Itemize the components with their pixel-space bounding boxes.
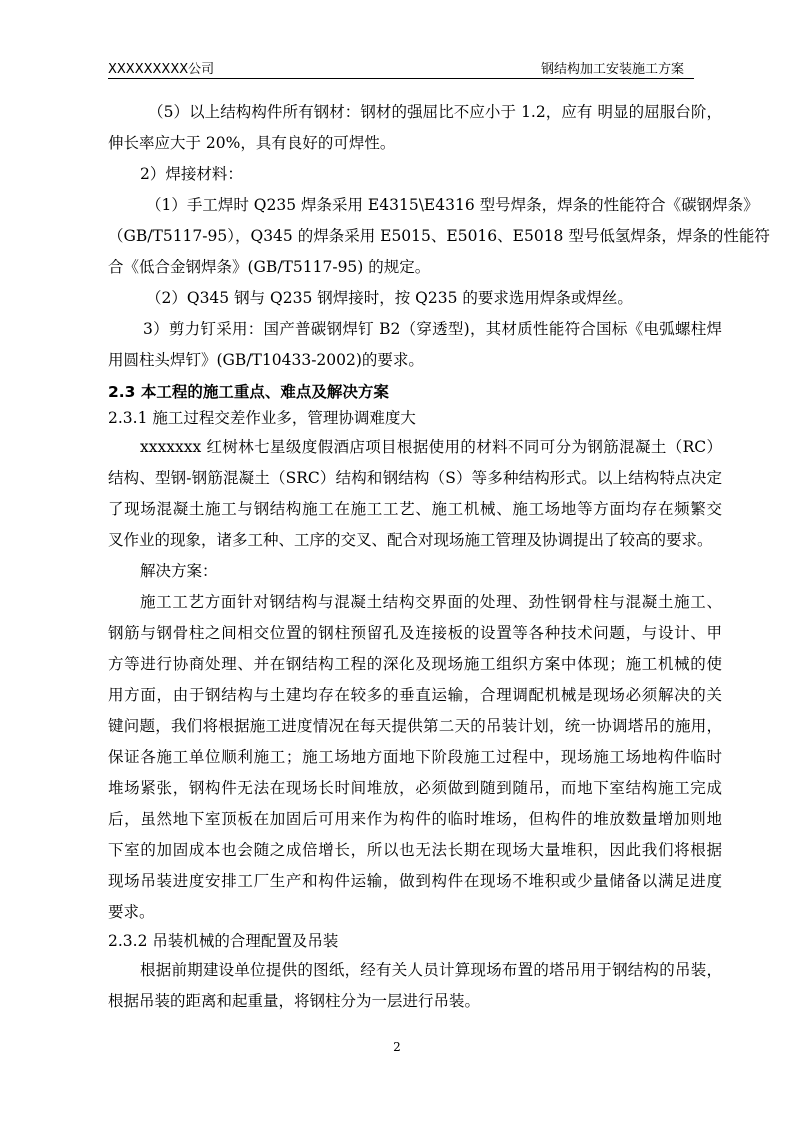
text-line: 根据吊装的距离和起重量，将钢柱分为一层进行吊装。 [108, 992, 481, 1010]
paragraph-steel-material [108, 97, 722, 159]
paragraph-crane-config [108, 955, 722, 1017]
text-line: 现场吊装进度安排工厂生产和构件运输，做到构件在现场不堆积或少量储备以满足进度 [108, 872, 722, 890]
paragraph-solution-detail [108, 587, 722, 928]
page-header [108, 56, 694, 79]
text-line: 方等进行协商处理、并在钢结构工程的深化及现场施工组织方案中体现；施工机械的使 [108, 655, 722, 673]
paragraph-welding-rods [108, 190, 770, 283]
text-line: 用圆柱头焊钉》(GB/T10433-2002)的要求。 [108, 351, 424, 369]
page-number: 2 [393, 1040, 401, 1054]
text-line: 下室的加固成本也会随之成倍增长，所以也无法长期在现场大量堆积，因此我们将根据 [108, 841, 722, 859]
text-line: 保证各施工单位顺利施工；施工场地方面地下阶段施工过程中，现场施工场地构件临时 [108, 748, 722, 766]
text-line: 叉作业的现象，诸多工种、工序的交叉、配合对现场施工管理及协调提出了较高的要求。 [108, 531, 713, 549]
paragraph-solution-label: 解决方案： [140, 562, 218, 580]
text-line: 伸长率应大于 20%，具有良好的可焊性。 [108, 134, 396, 152]
section-heading-2-3-2: 2.3.2 吊装机械的合理配置及吊装 [108, 932, 339, 950]
text-line: （5）以上结构构件所有钢材：钢材的强屈比不应小于 1.2，应有 明显的屈服台阶， [148, 103, 722, 121]
company-name: XXXXXXXXX公司 [108, 62, 215, 77]
document-title: 钢结构加工安装施工方案 [540, 62, 684, 77]
section-heading-2-3-1: 2.3.1 施工过程交差作业多，管理协调难度大 [108, 409, 416, 427]
text-line: 要求。 [108, 903, 155, 921]
text-line: 结构、型钢-钢筋混凝土（SRC）结构和钢结构（S）等多种结构形式。以上结构特点决定 [108, 469, 722, 487]
section-heading-2-3: 2.3 本工程的施工重点、难点及解决方案 [108, 383, 389, 401]
text-line: 根据前期建设单位提供的图纸，经有关人员计算现场布置的塔吊用于钢结构的吊装， [140, 961, 722, 979]
page-body [108, 97, 770, 1017]
text-line: 合《低合金钢焊条》(GB/T5117-95) 的规定。 [108, 258, 431, 276]
text-line: 用方面，由于钢结构与土建均存在较多的垂直运输，合理调配机械是现场必须解决的关 [108, 686, 722, 704]
text-line: （1）手工焊时 Q235 焊条采用 E4315\E4316 型号焊条，焊条的性能符合《碳钢焊条》 [146, 196, 759, 214]
text-line: 钢筋与钢骨柱之间相交位置的钢柱预留孔及连接板的设置等各种技术问题，与设计、甲 [108, 624, 722, 642]
text-line: 后，虽然地下室顶板在加固后可用来作为构件的临时堆场，但构件的堆放数量增加则地 [108, 810, 722, 828]
paragraph-welding-heading: 2）焊接材料： [140, 165, 243, 183]
paragraph-project-structure [108, 432, 722, 556]
text-line: xxxxxxx 红树林七星级度假酒店项目根据使用的材料不同可分为钢筋混凝土（RC） [140, 438, 722, 456]
text-line: 键问题，我们将根据施工进度情况在每天提供第二天的吊装计划，统一协调塔吊的施用， [108, 717, 722, 735]
text-line: （GB/T5117-95），Q345 的焊条采用 E5015、E5016、E5018 型号低氢焊条，焊条的性能符 [108, 227, 770, 245]
paragraph-shear-studs [108, 314, 722, 376]
text-line: 了现场混凝土施工与钢结构施工在施工工艺、施工机械、施工场地等方面均存在频繁交 [108, 500, 722, 518]
paragraph-q345-q235: （2）Q345 钢与 Q235 钢焊接时，按 Q235 的要求选用焊条或焊丝。 [146, 289, 633, 307]
text-line: 3）剪力钉采用：国产普碳钢焊钉 B2（穿透型)，其材质性能符合国标《电弧螺柱焊 [143, 320, 722, 338]
text-line: 施工工艺方面针对钢结构与混凝土结构交界面的处理、劲性钢骨柱与混凝土施工、 [140, 593, 722, 611]
text-line: 堆场紧张，钢构件无法在现场长时间堆放，必须做到随到随吊，而地下室结构施工完成 [108, 779, 722, 797]
